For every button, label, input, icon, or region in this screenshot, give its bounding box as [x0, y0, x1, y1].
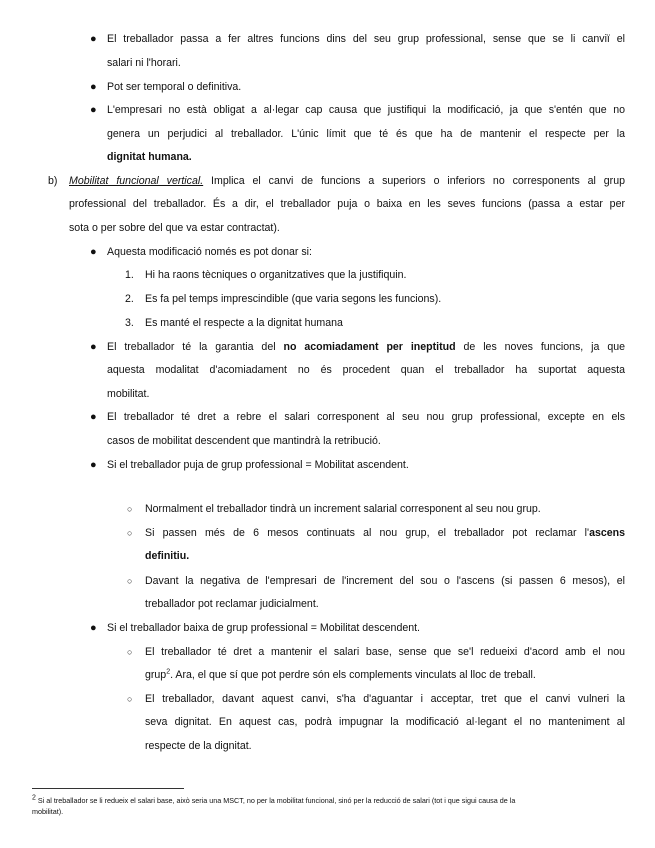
- list-item: Es manté el respecte a la dignitat humana: [145, 317, 343, 329]
- footnote-separator: [32, 788, 184, 789]
- paragraph-line: salari ni l'horari.: [107, 57, 181, 69]
- bullet-marker: ●: [90, 33, 97, 45]
- circle-marker: ○: [127, 528, 133, 538]
- paragraph-line: seva dignitat. En aquest cas, podrà impugnar la modificació al·legant el no manteniment al: [145, 716, 625, 728]
- bold-phrase: definitiu.: [145, 550, 190, 562]
- footnote-line: mobilitat).: [32, 807, 64, 816]
- text-run: . Ara, el que sí que pot perdre són els complements vinculats al lloc de treball.: [170, 669, 536, 681]
- paragraph-line: genera un perjudici al treballador. L'únic límit que té és que ha de mantenir el respecte per la: [107, 128, 625, 140]
- paragraph-line: Normalment el treballador tindrà un increment salarial corresponent al seu nou grup.: [145, 503, 541, 515]
- paragraph-line: [107, 340, 625, 354]
- bullet-marker: ●: [90, 81, 97, 93]
- paragraph-line: mobilitat.: [107, 388, 150, 400]
- paragraph-line: El treballador, davant aquest canvi, s'ha d'aguantar i acceptar, tret que el canvi vulneri la: [145, 693, 625, 705]
- section-title: Mobilitat funcional vertical.: [69, 175, 204, 187]
- paragraph-line: respecte de la dignitat.: [145, 740, 252, 752]
- section-text: Implica el canvi de funcions a superiors o inferiors no corresponents al grup: [203, 175, 625, 187]
- text-run: El treballador té la garantia del: [107, 341, 284, 353]
- footnote-line: [32, 795, 624, 806]
- subsection-title: Si el treballador puja de grup professional = Mobilitat ascendent.: [107, 459, 409, 471]
- text-run: grup: [145, 669, 167, 681]
- paragraph-line: professional del treballador. És a dir, el treballador puja o baixa en les seves funcions (passa a estar per: [69, 198, 625, 210]
- paragraph-line: El treballador té dret a mantenir el salari base, sense que se'l redueixi d'acord amb el nou: [145, 646, 625, 658]
- paragraph-line: Davant la negativa de l'empresari de l'increment del sou o l'ascens (si passen 6 mesos), el: [145, 575, 625, 587]
- paragraph-line: Aquesta modificació només es pot donar si:: [107, 246, 312, 258]
- paragraph-line: Pot ser temporal o definitiva.: [107, 81, 242, 93]
- footnote-ref[interactable]: 2: [166, 668, 171, 676]
- list-item: Es fa pel temps imprescindible (que varia segons les funcions).: [145, 293, 442, 305]
- paragraph-line: L'empresari no està obligat a al·legar cap causa que justifiqui la modificació, ja que s'entén que no: [107, 104, 625, 116]
- bullet-marker: ●: [90, 341, 97, 353]
- paragraph-line: treballador pot reclamar judicialment.: [145, 598, 319, 610]
- list-number: 1.: [125, 269, 134, 281]
- paragraph-line: El treballador té dret a rebre el salari corresponent al seu nou grup professional, excepte en els: [107, 411, 625, 423]
- paragraph-line: sota o per sobre del que va estar contractat).: [69, 222, 280, 234]
- bold-phrase: ascens: [589, 527, 625, 539]
- circle-marker: ○: [127, 504, 133, 514]
- list-number: 3.: [125, 317, 134, 329]
- text-run: de les noves funcions, ja que: [455, 341, 625, 353]
- bullet-marker: ●: [90, 459, 97, 471]
- bullet-marker: ●: [90, 246, 97, 258]
- bold-phrase: no acomiadament per ineptitud: [283, 341, 456, 353]
- footnote-mark: 2: [32, 794, 36, 802]
- text-run: Si passen més de 6 mesos continuats al nou grup, el treballador pot reclamar l': [145, 527, 590, 539]
- list-number: 2.: [125, 293, 134, 305]
- paragraph-line: [145, 526, 625, 540]
- footnote-text: Si al treballador se li redueix el salari base, això seria una MSCT, no per la mobilitat funcional, sinó per la reducció de salari (tot i que sigui causa de la: [35, 796, 516, 805]
- list-item: Hi ha raons tècniques o organitzatives que la justifiquin.: [145, 269, 407, 281]
- paragraph-line: El treballador passa a fer altres funcions dins del seu grup professional, sense que se li canviï el: [107, 33, 625, 45]
- circle-marker: ○: [127, 694, 133, 704]
- section-heading-line: [69, 174, 625, 188]
- bold-phrase: dignitat humana.: [107, 151, 192, 163]
- bullet-marker: ●: [90, 411, 97, 423]
- subsection-title: Si el treballador baixa de grup professional = Mobilitat descendent.: [107, 622, 421, 634]
- circle-marker: ○: [127, 576, 133, 586]
- paragraph-line: casos de mobilitat descendent que mantindrà la retribució.: [107, 435, 381, 447]
- bullet-marker: ●: [90, 104, 97, 116]
- section-marker: b): [48, 175, 58, 187]
- bullet-marker: ●: [90, 622, 97, 634]
- paragraph-line: [145, 668, 536, 682]
- circle-marker: ○: [127, 647, 133, 657]
- paragraph-line: aquesta modalitat d'acomiadament no és procedent quan el treballador ha suportat aquesta: [107, 364, 625, 376]
